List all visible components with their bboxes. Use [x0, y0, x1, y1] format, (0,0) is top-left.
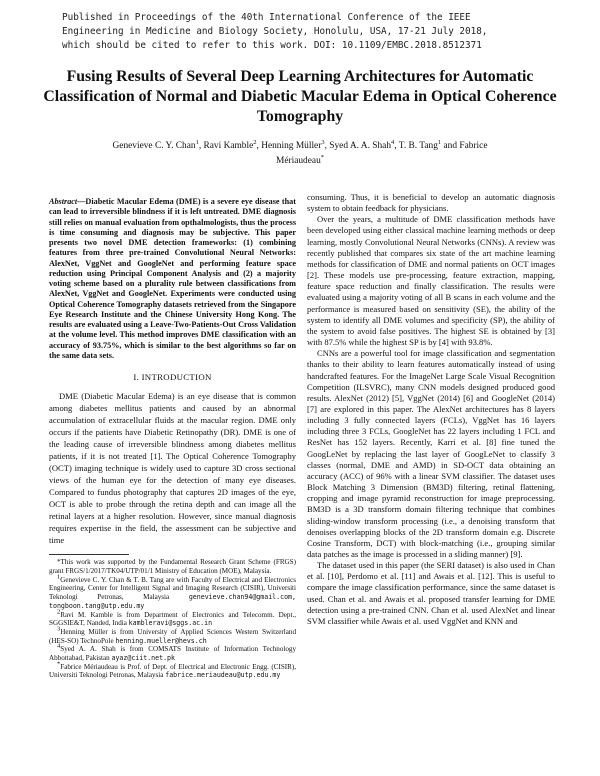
footnote-mark: 4 — [57, 642, 61, 650]
footnote-mark: 3 — [57, 625, 61, 633]
footnote-text: Ravi M. Kamble is from Department of Electronics and Telecomm. Dept., SGGSIE&T, Nanded, India — [49, 610, 296, 628]
footnote-email: ayaz@ciit.net.pk — [111, 654, 175, 663]
footnote-affiliation-4 — [49, 642, 296, 663]
footnote-divider — [49, 554, 129, 555]
footnote-affiliation-3 — [49, 625, 296, 645]
paper-title: Fusing Results of Several Deep Learning Architectures for Automatic Classification of Normal and Diabetic Macular Edema in Optical Coherence Tomography — [43, 68, 557, 125]
publication-notice-line: Engineering in Medicine and Biology Society, Honolulu, USA, 17-21 July 2018, — [62, 25, 488, 37]
footnote-email: fabrice.meriaudeau@utp.edu.my — [165, 671, 281, 680]
footnote-funding: *This work was supported by the Fundamental Research Grant Scheme (FRGS) grant FRGS/1/2017/TK04/UTP/01/1 Ministry of Education (MOE), Malaysia. — [49, 558, 296, 576]
abstract-dash: — — [77, 197, 86, 206]
footnote-text: Henning Müller is from University of Applied Sciences Western Switzerland (HES-SO) TechnoPole — [49, 627, 296, 645]
author-name: , Syed A. A. Shah — [324, 141, 392, 151]
author-name: and Fabrice Mériaudeau — [275, 141, 488, 166]
footnote-email: genevieve.chan94@gmail.com, tongboon.tang@utp.edu.my — [49, 593, 296, 610]
left-column — [49, 197, 296, 680]
footnote-email: henning.mueller@hevs.ch — [115, 636, 207, 645]
author-affiliation-mark: * — [320, 153, 325, 161]
intro-paragraph: The dataset used in this paper (the SERI dataset) is also used in Chan et al. [10], Perdomo et al. [11] and Awais et al. [12]. This is useful to compare the image classification performance, since the same dataset is used. Chan et al. and Awais et al. proposed transfer learning for DME detection using a pre-trained CNN. Chan et al. used AlexNet and linear SVM classifier while Awais et al. used VggNet and KNN and — [307, 560, 555, 626]
author-list — [100, 139, 500, 169]
abstract-label: Abstract — [49, 197, 78, 206]
intro-paragraph: DME (Diabetic Macular Edema) is an eye disease that is common among diabetes mellitus patients and caused by an abnormal accumulation of extracellular fluids at the macular region. DME only occurs if the patients have Diabetic Retinopathy (DR). DME is one of the leading cause of irreversible blindness among diabetes mellitus patients, if it is not treated [1]. The Optical Coherence Tomography (OCT) imaging technique is widely used to capture 3D cross sectional views of the human eye for the detection of many eye diseases. Compared to fundus photography that captures 2D images of the eye, OCT is able to probe through the retina depth and can image all the retinal layers at a higher resolution. However, since manual diagnosis requires expertise in the field, the assessment can be subjective and time — [49, 390, 296, 546]
author-affiliation-mark: 4 — [391, 138, 395, 146]
author-name: , Henning Müller — [256, 141, 322, 151]
footnote-text: Syed A. A. Shah is from COMSATS Institute of Information Technology Abbottabad, Pakistan — [49, 645, 296, 663]
author-name: , T. B. Tang — [394, 141, 438, 151]
publication-notice-line: Published in Proceedings of the 40th International Conference of the IEEE — [62, 12, 471, 23]
author-affiliation-mark: 1 — [437, 138, 442, 146]
abstract — [49, 197, 296, 361]
footnote-text: Genevieve C. Y. Chan & T. B. Tang are with Faculty of Electrical and Electronics Engineering, Center for Intelligent Signal and Imaging Research (CISIR), Universiti Teknologi Petronas, Malaysia — [49, 575, 296, 602]
section-heading-introduction: I. INTRODUCTION — [133, 372, 212, 382]
author-affiliation-mark: 2 — [253, 138, 257, 146]
intro-paragraph: Over the years, a multitude of DME classification methods have been developed using either classical machine learning methods or deep learning, mostly Convolutional Neural Networks (CNNs). A review was recently published that compares six state of the art machine learning methods for classification of DME and normal patients on OCT images [2]. These models use pre-processing, feature extraction, mapping, feature space reduction and finally classification. The results were evaluated using a majority voting of all B scans in each volume and the performance is measured based on sensitivity (SE), the ability of the system to identify all DME volumes and specificity (SP), the ability of the system to avoid false positives. The highest SE is obtained by [3] with 87.5% while the highest SP is by [4] with 93.8%. — [307, 214, 555, 348]
footnote-affiliation-1 — [49, 573, 296, 611]
publication-notice-line: which should be cited to refer to this work. DOI: 10.1109/EMBC.2018.8512371 — [62, 39, 482, 51]
footnote-mark: * — [57, 660, 61, 668]
footnote-affiliation-5 — [49, 660, 296, 680]
right-column — [307, 192, 555, 627]
publication-notice — [62, 11, 542, 52]
footnotes — [49, 558, 296, 680]
author-affiliation-mark: 1 — [195, 138, 199, 146]
intro-paragraph: CNNs are a powerful tool for image classification and segmentation thanks to their ability to learn features automatically instead of using handcrafted features. For the ImageNet Large Scale Visual Recognition Competition (ILSVRC), many CNN models designed produced good results. AlexNet (2012) [5], VggNet (2014) [6] and GoogleNet (2014) [7] are explored in this paper. The AlexNet architectures has 8 layers including 3 fully connected layers (FCLs), VggNet has 16 layers including three 3 FCLs, GoogleNet has 22 layers including 1 FCL and ResNet has 152 layers. Recently, Karri et al. [8] fine tuned the GoogLeNet by replacing the last layer of GoogLeNet to classify 3 classes (normal, DME and AMD) in SD-OCT data obtaining an accuracy (ACC) of 96% with a linear SVM classifier. The dataset uses Block Matching 3 Dimension (BM3D) filtering, retinal flattening, cropping and image pyramid reconstruction for image preprocessing. BM3D is a 3D transform domain filtering technique that combines sliding-window transform processing (i.e., a denoising transform that denoises overlapping blocks of the 2D transform domain e.g. Discrete Cosine Transform, DCT) with block-matching (i.e., grouping similar data patches as the image is processed in a sliding manner) [9]. — [307, 348, 555, 559]
author-affiliation-mark: 3 — [321, 138, 325, 146]
intro-paragraph-continued: consuming. Thus, it is beneficial to develop an automatic diagnosis system to obtain feedback for physicians. — [307, 192, 555, 214]
footnote-affiliation-2 — [49, 608, 296, 628]
footnote-mark: 2 — [57, 608, 61, 616]
abstract-text: Diabetic Macular Edema (DME) is a severe eye disease that can lead to irreversible blindness if it is left untreated. DME diagnosis still relies on manual evaluation from opthalmologists, thus the process is time consuming and diagnosis may be subjective. This paper presents two novel DME detection frameworks: (1) combining features from three pre-trained Convolutional Neural Networks: AlexNet, VggNet and GoogleNet and performing feature space reduction using Principal Component Analysis and (2) a majority voting scheme based on a plurality rule between classifications from AlexNet, VggNet and GoogleNet. Experiments were conducted using Optical Coherence Tomography datasets retrieved from the Singapore Eye Research Institute and the Chinese University Hong Kong. The results are evaluated using a Leave-Two-Patients-Out Cross Validation at the volume level. This method improves DME classification with an accuracy of 93.75%, which is similar to the best algorithms so far on the same data sets. — [49, 197, 297, 360]
author-name: , Ravi Kamble — [198, 141, 254, 151]
footnote-text: Fabrice Mériaudeau is Prof. of Dept. of Electrical and Electronic Engg. (CISIR), Universiti Teknologi Petronas, Malaysia — [49, 662, 296, 680]
footnote-mark: 1 — [57, 573, 61, 581]
footnote-email: kambleravi@sggs.ac.in — [128, 619, 213, 628]
author-name: Genevieve C. Y. Chan — [112, 141, 196, 151]
